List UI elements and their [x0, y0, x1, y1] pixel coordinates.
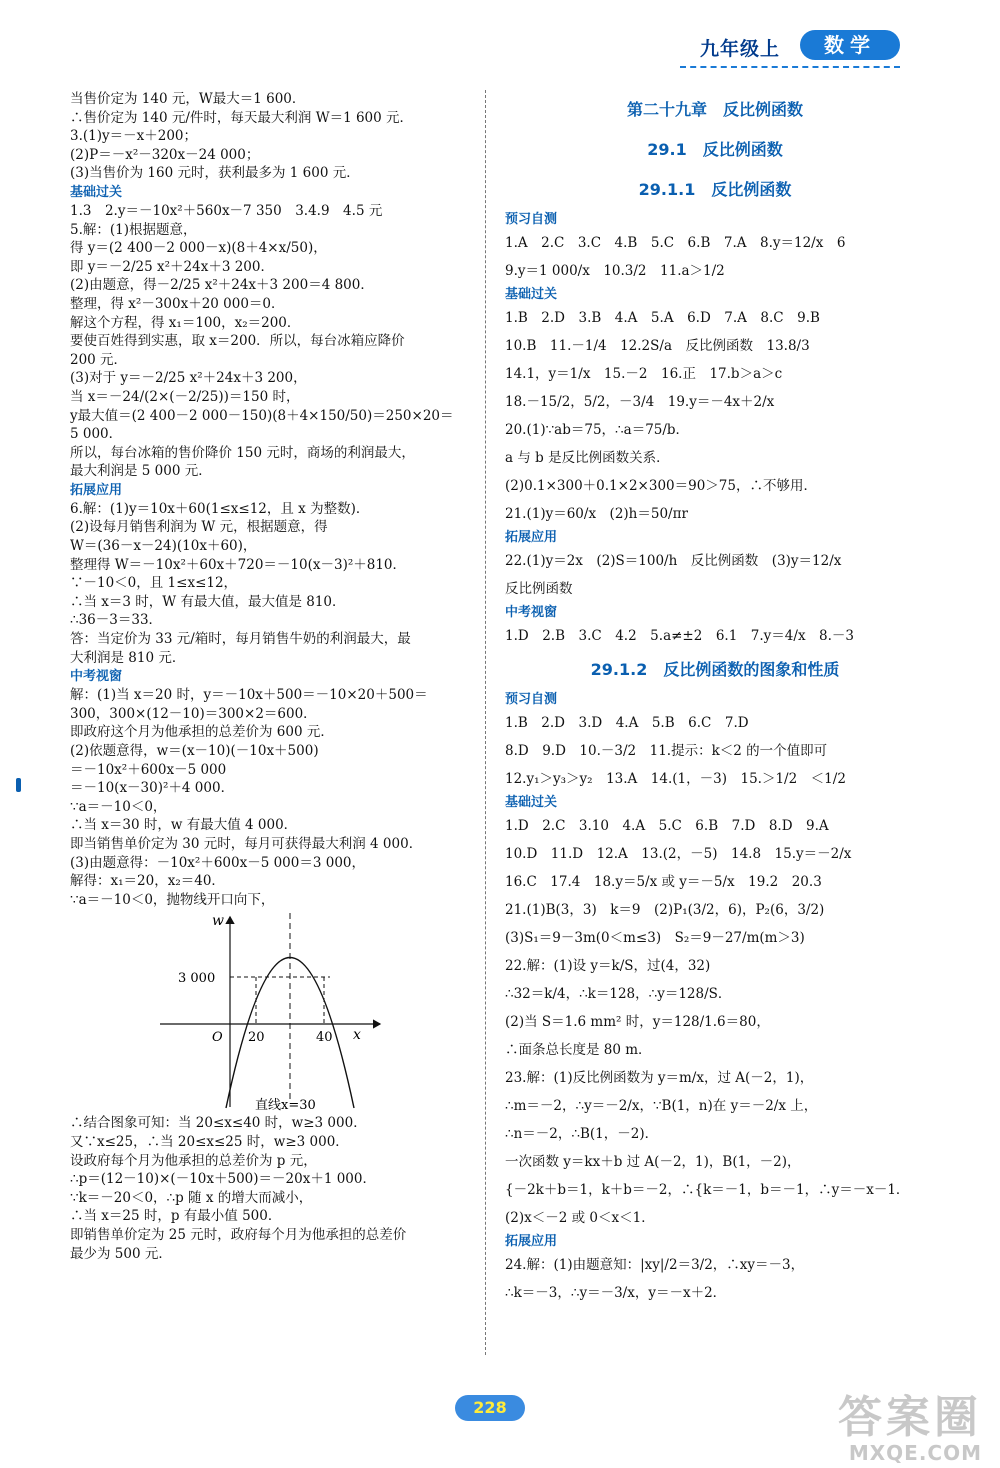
answer-line: 整理得 W＝－10x²＋60x＋720＝－10(x－3)²＋810．	[70, 556, 407, 573]
answer-line: ∴当 x＝30 时，w 有最大值 4 000．	[70, 817, 298, 834]
chapter-heading: 29.1.1 反比例函数	[638, 180, 792, 199]
left-column	[70, 90, 470, 1263]
answer-line: 22.解：(1)设 y＝k/S，过(4，32)	[505, 958, 711, 974]
answer-line: 解：(1)当 x＝20 时，y＝－10x＋500＝－10×20＋500＝	[70, 687, 428, 704]
answer-line: (3)S₁＝9－3m(0＜m≤3) S₂＝9－27/m(m＞3)	[505, 930, 805, 946]
answer-line: 一次函数 y＝kx＋b 过 A(－2，1)，B(1，－2)，	[505, 1154, 801, 1170]
answer-line: 20.(1)∵ab＝75，∴a＝75/b．	[505, 422, 690, 438]
answer-line: ∴售价定为 140 元/件时，每天最大利润 W＝1 600 元．	[70, 109, 414, 126]
x-axis-label: x	[353, 1027, 361, 1044]
answer-line: 18.－15/2，5/2，－3/4 19.y＝－4x＋2/x	[505, 394, 775, 410]
right-answer-lines	[505, 90, 925, 1307]
answer-line: W＝(36－x－24)(10x＋60)，	[70, 538, 257, 555]
answer-line: 6.解：(1)y＝10x＋60(1≤x≤12，且 x 为整数)．	[70, 500, 370, 517]
answer-line: ∴36－3＝33．	[70, 612, 163, 629]
margin-mark	[16, 778, 21, 792]
answer-line: ∴当 x＝25 时，p 有最小值 500．	[70, 1208, 282, 1225]
answer-line: 反比例函数	[505, 581, 573, 597]
chapter-heading: 29.1.2 反比例函数的图象和性质	[590, 660, 840, 679]
answer-line: (3)当售价为 160 元时，获利最多为 1 600 元．	[70, 165, 360, 182]
answer-line: ＝－10(x－30)²＋4 000．	[70, 780, 235, 797]
answer-line: a 与 b 是反比例函数关系．	[505, 450, 670, 466]
answer-line: (2)由题意，得－2/25 x²＋24x＋3 200＝4 800．	[70, 277, 374, 294]
section-heading: 中考视窗	[505, 605, 558, 620]
answer-line: 得 y＝(2 400－2 000－x)(8＋4×x/50)，	[70, 240, 327, 257]
section-heading: 预习自测	[505, 212, 558, 227]
parabola-graph	[160, 909, 390, 1114]
answer-line: 300，300×(12－10)＝300×2＝600．	[70, 705, 317, 722]
answer-line: 3.(1)y＝－x＋200；	[70, 128, 198, 145]
x-tick-20: 20	[248, 1030, 265, 1046]
section-heading: 基础过关	[505, 795, 558, 810]
answer-line: ∴n＝－2，∴B(1，－2)．	[505, 1126, 659, 1142]
watermark	[838, 1392, 982, 1465]
grade-label: 九年级上	[699, 38, 780, 60]
answer-line: 即政府这个月为他承担的总差价为 600 元．	[70, 724, 334, 741]
answer-line: ∴结合图象可知：当 20≤x≤40 时，w≥3 000．	[70, 1115, 367, 1132]
answer-line: 22.(1)y＝2x (2)S＝100/h 反比例函数 (3)y＝12/x	[505, 553, 842, 569]
answer-line: 9.y＝1 000/x 10.3/2 11.a＞1/2	[505, 263, 725, 279]
answer-line: y最大值＝(2 400－2 000－150)(8＋4×150/50)＝250×20＝	[70, 407, 454, 424]
section-heading: 拓展应用	[505, 1234, 558, 1249]
left-answer-lines	[70, 90, 470, 909]
answer-line: ＝－10x²＋600x－5 000	[70, 761, 227, 778]
answer-line: ∴当 x＝3 时，W 有最大值，最大值是 810．	[70, 593, 346, 610]
chapter-heading: 第二十九章 反比例函数	[626, 100, 803, 119]
answer-line: 10.B 11.－1/4 12.2S/a 反比例函数 13.8/3	[505, 338, 810, 354]
answer-line: {－2k＋b＝1，k＋b＝－2，∴{k＝－1，b＝－1，∴y＝－x－1．	[505, 1182, 910, 1198]
answer-line: 设政府每个月为他承担的总差价为 p 元，	[70, 1152, 317, 1169]
section-heading: 基础过关	[505, 287, 558, 302]
answer-line: ∴32＝k/4，∴k＝128，∴y＝128/S．	[505, 986, 732, 1002]
answer-line: 最大利润是 5 000 元．	[70, 463, 212, 480]
answer-line: 14.1，y＝1/x 15.－2 16.正 17.b＞a＞c	[505, 366, 783, 382]
section-heading: 中考视窗	[70, 669, 123, 685]
answer-line: 即当销售单价定为 30 元时，每月可获得最大利润 4 000．	[70, 835, 423, 852]
page-header	[570, 30, 900, 72]
header-rule	[680, 66, 900, 68]
answer-line: ∴面条总长度是 80 m．	[505, 1042, 652, 1058]
y-tick-3000: 3 000	[178, 971, 216, 987]
answer-line: (3)对于 y＝－2/25 x²＋24x＋3 200，	[70, 370, 307, 387]
answer-line: 大利润是 810 元．	[70, 649, 186, 666]
answer-line: ∵－10＜0，且 1≤x≤12，	[70, 575, 238, 592]
answer-line: (3)由题意得：－10x²＋600x－5 000＝3 000，	[70, 854, 366, 871]
answer-line: ∵k＝－20＜0，∴p 随 x 的增大而减小，	[70, 1189, 313, 1206]
watermark-main: 答案圈	[838, 1392, 982, 1443]
section-heading: 基础过关	[70, 184, 123, 200]
answer-line: 16.C 17.4 18.y＝5/x 或 y＝－5/x 19.2 20.3	[505, 874, 822, 890]
answer-line: 1.D 2.C 3.10 4.A 5.C 6.B 7.D 8.D 9.A	[505, 818, 829, 834]
answer-line: (2)x＜－2 或 0＜x＜1．	[505, 1210, 655, 1226]
answer-line: (2)设每月销售利润为 W 元，根据题意，得	[70, 519, 328, 536]
answer-line: 要使百姓得到实惠，取 x＝200．所以，每台冰箱应降价	[70, 333, 405, 350]
answer-line: 答：当定价为 33 元/箱时，每月销售牛奶的利润最大，最	[70, 631, 411, 648]
answer-line: 当售价定为 140 元，W最大＝1 600．	[70, 91, 306, 107]
answer-line: 21.(1)B(3，3) k＝9 (2)P₁(3/2，6)，P₂(6，3/2)	[505, 902, 825, 918]
x-tick-40: 40	[316, 1030, 333, 1046]
answer-line: 解这个方程，得 x₁＝100，x₂＝200．	[70, 314, 301, 331]
answer-line: 又∵x≤25，∴当 20≤x≤25 时，w≥3 000．	[70, 1133, 349, 1150]
column-divider	[485, 90, 486, 1355]
answer-line: 24.解：(1)由题意知：|xy|/2＝3/2，∴xy＝－3，	[505, 1257, 805, 1273]
answer-line: 8.D 9.D 10.－3/2 11.提示：k＜2 的一个值即可	[505, 743, 828, 759]
section-heading: 拓展应用	[505, 530, 558, 545]
parabola-svg	[160, 909, 390, 1114]
chapter-heading: 29.1 反比例函数	[647, 140, 783, 159]
answer-line: 1.B 2.D 3.B 4.A 5.A 6.D 7.A 8.C 9.B	[505, 310, 820, 326]
section-heading: 拓展应用	[70, 482, 123, 498]
answer-line: 即 y＝－2/25 x²＋24x＋3 200．	[70, 258, 274, 275]
answer-line: 1.3 2.y＝－10x²＋560x－7 350 3.4.9 4.5 元	[70, 202, 383, 219]
answer-line: (2)依题意得，w＝(x－10)(－10x＋500)	[70, 743, 319, 759]
left-answer-lines-after	[70, 1114, 470, 1263]
answer-line: 5.解：(1)根据题意，	[70, 221, 197, 238]
answer-line: 1.A 2.C 3.C 4.B 5.C 6.B 7.A 8.y＝12/x 6	[505, 235, 846, 251]
answer-line: ∴k＝－3，∴y＝－3/x，y＝－x＋2．	[505, 1285, 727, 1301]
graph-caption: 直线x=30	[255, 1098, 316, 1114]
answer-line: 1.B 2.D 3.D 4.A 5.B 6.C 7.D	[505, 715, 749, 731]
subject-badge: 数学	[800, 30, 900, 60]
w-axis-label: w	[212, 913, 224, 930]
answer-line: 解得：x₁＝20，x₂＝40．	[70, 873, 225, 890]
answer-line: 5 000．	[70, 426, 123, 443]
answer-line: ∵a＝－10＜0，抛物线开口向下，	[70, 891, 275, 908]
answer-line: 23.解：(1)反比例函数为 y＝m/x，过 A(－2，1)，	[505, 1070, 814, 1086]
answer-line: (2)当 S＝1.6 mm² 时，y＝128/1.6＝80，	[505, 1014, 770, 1030]
watermark-site: MXQE.COM	[848, 1441, 982, 1465]
answer-line: ∴m＝－2，∴y＝－2/x，∵B(1，n)在 y＝－2/x 上，	[505, 1098, 818, 1114]
answer-line: 最少为 500 元．	[70, 1245, 172, 1262]
answer-line: 21.(1)y＝60/x (2)h＝50/πr	[505, 506, 688, 522]
answer-line: 10.D 11.D 12.A 13.(2，－5) 14.8 15.y＝－2/x	[505, 846, 852, 862]
answer-line: ∵a＝－10＜0，	[70, 798, 167, 815]
answer-line: 200 元．	[70, 351, 128, 368]
right-column	[505, 90, 925, 1307]
section-heading: 预习自测	[505, 692, 558, 707]
origin-label: O	[212, 1030, 223, 1046]
answer-line: 12.y₁＞y₃＞y₂ 13.A 14.(1，－3) 15.＞1/2 ＜1/2	[505, 771, 846, 787]
answer-line: 即销售单价定为 25 元时，政府每个月为他承担的总差价	[70, 1226, 407, 1243]
page-number: 228	[455, 1395, 525, 1421]
answer-line: 整理，得 x²－300x＋20 000＝0．	[70, 295, 285, 312]
answer-line: 所以，每台冰箱的售价降价 150 元时，商场的利润最大，	[70, 444, 415, 461]
answer-line: 当 x＝－24/(2×(－2/25))＝150 时，	[70, 388, 300, 405]
answer-line: (2)0.1×300＋0.1×2×300＝90＞75，∴不够用．	[505, 478, 817, 494]
answer-line: 1.D 2.B 3.C 4.2 5.a≠±2 6.1 7.y＝4/x 8.－3	[505, 628, 855, 644]
answer-line: ∴p＝(12－10)×(－10x＋500)＝－20x＋1 000．	[70, 1171, 376, 1188]
answer-line: (2)P＝－x²－320x－24 000；	[70, 146, 260, 163]
